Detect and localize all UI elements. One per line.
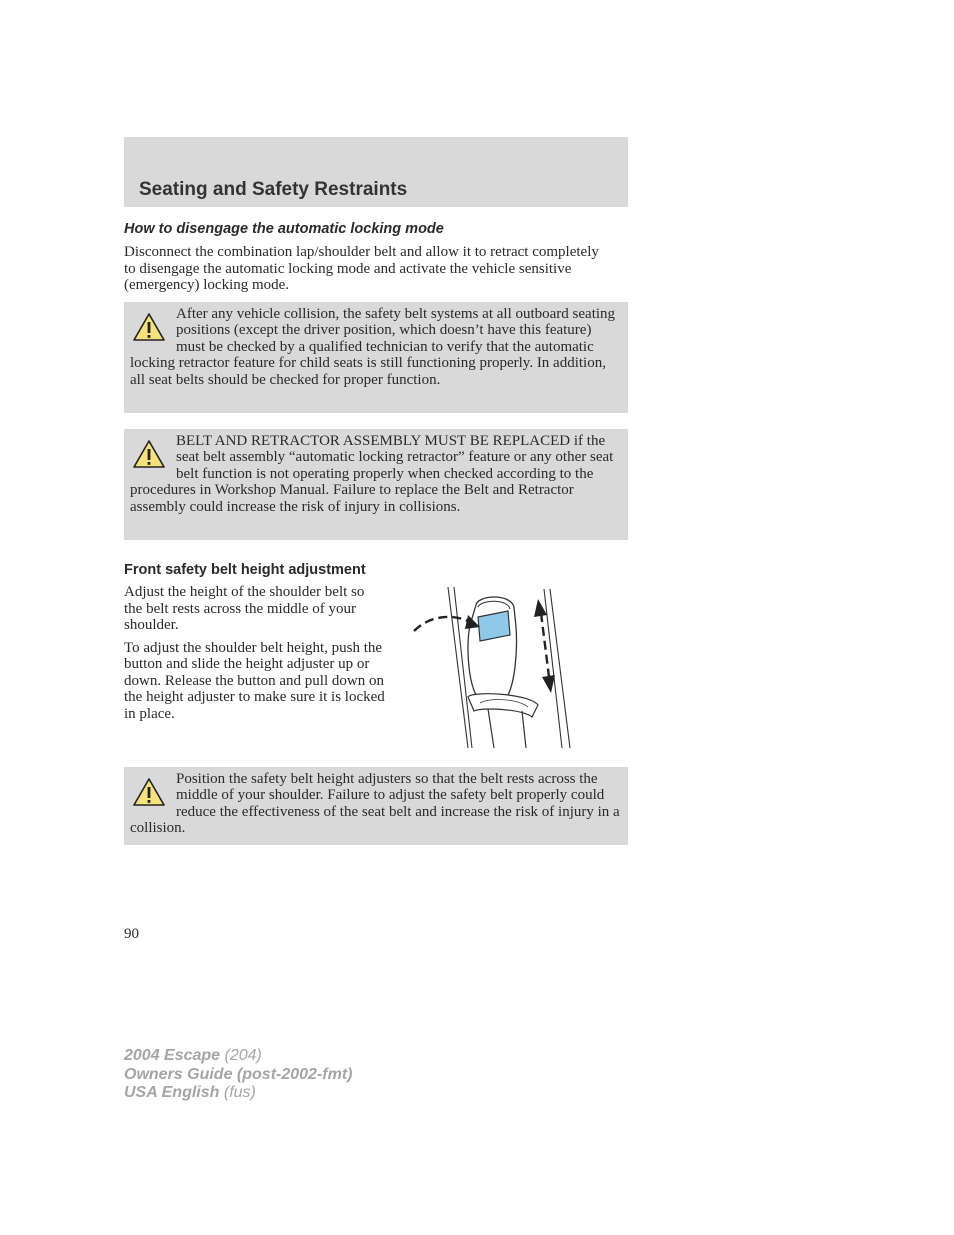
footer-line-1: 2004 Escape (204): [124, 1047, 262, 1064]
belt-height-adjuster-illustration: [410, 585, 582, 750]
height-adjustment-paragraph-1: Adjust the height of the shoulder belt so the belt rests across the middle of your shoulder.: [124, 584, 365, 633]
warning-triangle-icon: [132, 312, 166, 342]
document-footer: [124, 1047, 352, 1103]
footer-line-2: Owners Guide (post-2002-fmt): [124, 1065, 353, 1083]
page-number: 90: [124, 926, 139, 942]
warning-box-retractor: [124, 429, 628, 540]
warning-text-collision: After any vehicle collision, the safety belt systems at all outboard seating positions (except the driver position, which doesn’t have this feature) must be checked by a qualified technician to verify that the automatic locking retractor feature for child seats is still functioning properly. In addition, all seat belts should be checked for proper function.: [130, 306, 616, 388]
height-adjustment-text: [124, 584, 386, 728]
height-adjustment-paragraph-2: To adjust the shoulder belt height, push the button and slide the height adjuster up or down. Release the button and pull down on the height adjuster to make sure it is locked in place.: [124, 639, 385, 722]
arrow-down-icon: [542, 675, 555, 693]
disengage-paragraph: Disconnect the combination lap/shoulder belt and allow it to retract completely to disengage the automatic locking mode and activate the vehicle sensitive (emergency) locking mode.: [124, 244, 599, 293]
warning-triangle-icon: [132, 777, 166, 807]
warning-box-adjuster: [124, 767, 628, 845]
warning-triangle-icon: [132, 439, 166, 469]
height-adjustment-heading: Front safety belt height adjustment: [124, 562, 366, 578]
warning-box-collision: [124, 302, 628, 413]
warning-text-adjuster: Position the safety belt height adjusters so that the belt rests across the middle of your shoulder. Failure to adjust the safety belt properly could reduce the effectiveness of the seat belt and increase the risk of injury in a collision.: [130, 771, 620, 837]
footer-line-3: USA English (fus): [124, 1084, 256, 1101]
section-title: Seating and Safety Restraints: [139, 179, 408, 200]
section-header-band: [124, 137, 628, 207]
disengage-heading: How to disengage the automatic locking mode: [124, 221, 444, 237]
adjuster-button-icon: [478, 611, 510, 641]
warning-text-retractor: BELT AND RETRACTOR ASSEMBLY MUST BE REPLACED if the seat belt assembly “automatic locking retractor” feature or any other seat belt function is not operating properly when checked according to the procedures in Workshop Manual. Failure to replace the Belt and Retractor assembly could increase the risk of injury in collisions.: [130, 433, 614, 515]
